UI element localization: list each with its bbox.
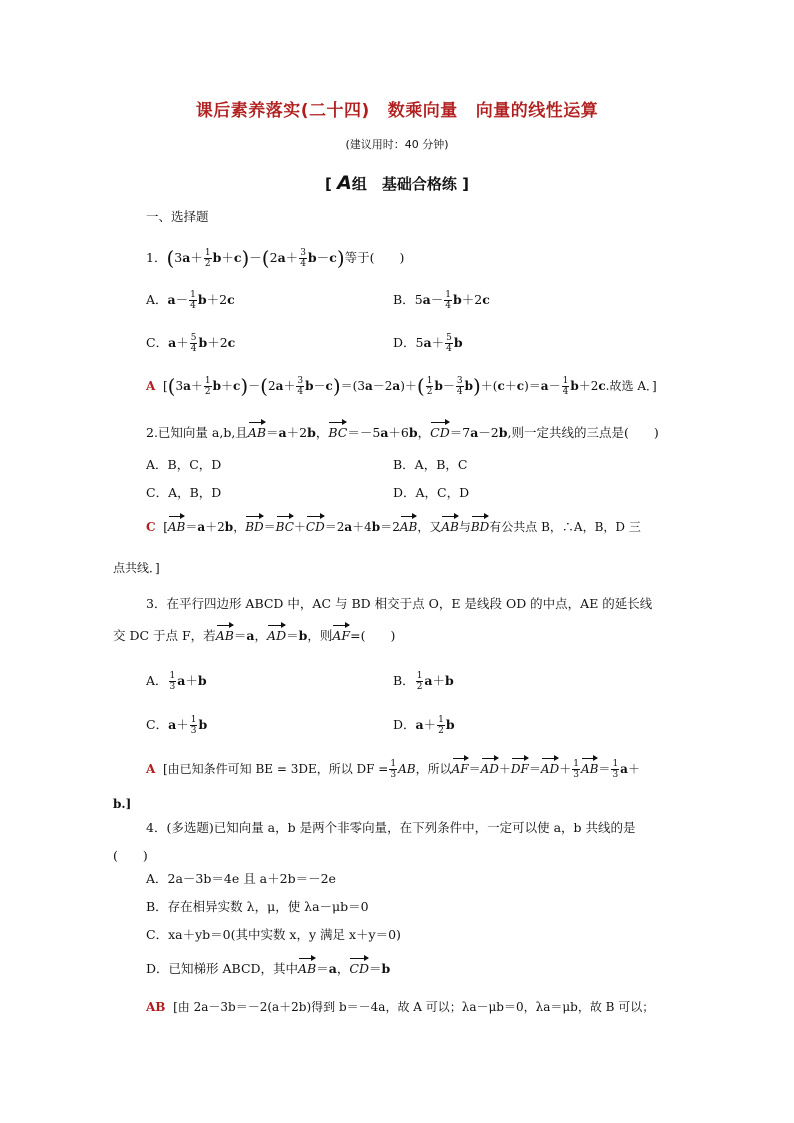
q1-option-a: A．a－ $\frac{1}{4}$ b＋2c xyxy=(146,290,235,311)
q4-answer-text: [由 2a－3b＝－2(a＋2b)得到 b＝－4a，故 A 可以；λa－μb＝0，λa＝μb，故 B 可以； xyxy=(173,1000,655,1014)
q2-answer-tail-2: 有公共点 B，∴A，B，D 三 xyxy=(489,520,641,534)
q4-option-d: D．已知梯形 ABCD，其中AB＝a，CD＝b xyxy=(146,961,391,976)
q3-opt-a-label: A． xyxy=(146,673,168,688)
title-part-3: 向量的线性运算 xyxy=(475,101,599,121)
q2-answer-letter: C xyxy=(146,520,156,534)
q4-answer-letter: AB xyxy=(146,1000,166,1014)
q2-stem: 2.已知向量 a,b,且AB＝a＋2b，BC＝－5a＋6b，CD＝7a－2b,则一定共线的三点是( ) xyxy=(146,425,659,440)
title-part-2: 数乘向量 xyxy=(387,101,458,121)
bracket-open: [ xyxy=(325,175,332,193)
time-note: (建议用时：40 分钟) xyxy=(345,138,449,151)
q1-opt-c-label: C． xyxy=(146,335,169,350)
q2-answer-line2: 点共线．] xyxy=(113,561,160,575)
q3-answer-text: [由已知条件可知 BE = 3DE，所以 DF = xyxy=(162,762,389,776)
q1-opt-d-label: D． xyxy=(393,335,416,350)
q1-answer-tail: 故选 A．] xyxy=(609,379,657,393)
q1-number: 1． xyxy=(146,250,167,265)
q4-option-a: A．2a－3b＝4e 且 a＋2b＝－2e xyxy=(146,871,336,886)
q4-answer xyxy=(146,999,654,1015)
q2-stem-head: 2.已知向量 a,b,且 xyxy=(146,425,248,440)
q4-stem-line2: ( ) xyxy=(113,848,148,863)
q2-option-a: A．B，C，D xyxy=(146,457,222,472)
q1-answer-letter: A xyxy=(146,379,156,393)
q3-option-d: D．a＋ $\frac{1}{2}$ b xyxy=(393,715,455,736)
q1-option-c: C．a＋ $\frac{5}{4}$ b＋2c xyxy=(146,333,236,354)
q2-option-c: C．A，B，D xyxy=(146,485,222,500)
group-heading xyxy=(0,172,794,194)
group-label: 组 基础合格练 xyxy=(351,175,457,193)
q3-stem-head: 交 DC 于点 F，若 xyxy=(113,628,216,643)
q1-stem-tail: 等于( ) xyxy=(344,250,405,265)
q1-answer: A [(3a＋ $\frac{1}{2}$ b＋c)－(2a＋ $\frac{3}{4}$ b－c)＝(3a－2a)＋( $\frac{1}{2}$ b－ $\frac{3}{4}$ b)＋(c＋c)＝a－ $\frac{1}{4}$ b＋2c.故选 A．] xyxy=(146,374,657,398)
q2-stem-tail: 则一定共线的三点是( ) xyxy=(511,425,659,440)
q3-answer: A [由已知条件可知 BE = 3DE，所以 DF = $\frac{1}{3}$ AB，所以AF＝AD＋DF＝AD＋ $\frac{1}{3}$ AB＝ $\frac{1}{3}$ a＋ xyxy=(146,759,640,780)
q3-option-a: A． $\frac{1}{3}$ a＋b xyxy=(146,671,207,692)
q3-answer-mid: ，所以 xyxy=(415,762,452,776)
title-part-1: 课后素养落实(二十四) xyxy=(195,101,370,121)
section-heading: 一、选择题 xyxy=(146,209,209,224)
q3-answer-line2: b.] xyxy=(113,797,132,811)
q2-option-b: B．A，B，C xyxy=(393,457,468,472)
q3-opt-c-label: C． xyxy=(146,717,169,732)
q1-opt-a-label: A． xyxy=(146,292,168,307)
group-badge: A xyxy=(337,172,352,194)
q2-answer: C [AB＝a＋2b，BD＝BC＋CD＝2a＋4b＝2AB，又AB与BD有公共点 B，∴A，B，D 三 xyxy=(146,520,641,534)
q2-option-d: D．A，C，D xyxy=(393,485,470,500)
q3-stem-line1: 3．在平行四边形 ABCD 中，AC 与 BD 相交于点 O，E 是线段 OD 的中点，AE 的延长线 xyxy=(146,596,653,611)
q3-stem-line2: 交 DC 于点 F，若AB＝a，AD＝b，则AF=( ) xyxy=(113,628,396,643)
q2-answer-tail: 又 xyxy=(429,520,442,534)
page-title xyxy=(0,96,794,121)
q1-stem: 1．(3a＋ $\frac{1}{2}$ b＋c)－(2a＋ $\frac{3}{4}$ b－c)等于( ) xyxy=(146,246,405,270)
q3-stem-tail: =( ) xyxy=(350,628,396,643)
q3-option-b: B． $\frac{1}{2}$ a＋b xyxy=(393,671,454,692)
q3-opt-b-label: B． xyxy=(393,673,415,688)
q3-opt-d-label: D． xyxy=(393,717,416,732)
q1-option-b: B．5a－ $\frac{1}{4}$ b＋2c xyxy=(393,290,490,311)
q4-stem-line1: 4．(多选题)已知向量 a，b 是两个非零向量，在下列条件中，一定可以使 a，b 共线的是 xyxy=(146,820,636,835)
bracket-close: ] xyxy=(462,175,469,193)
q4-option-b: B．存在相异实数 λ，μ，使 λa－μb＝0 xyxy=(146,899,369,914)
q1-option-d: D．5a＋ $\frac{5}{4}$ b xyxy=(393,333,463,354)
q4-opt-d-head: D．已知梯形 ABCD，其中 xyxy=(146,961,299,976)
q3-answer-letter: A xyxy=(146,762,156,776)
q1-opt-b-label: B． xyxy=(393,292,415,307)
q3-option-c: C．a＋ $\frac{1}{3}$ b xyxy=(146,715,208,736)
q4-option-c: C．xa＋yb＝0(其中实数 x，y 满足 x＋y＝0) xyxy=(146,927,401,942)
